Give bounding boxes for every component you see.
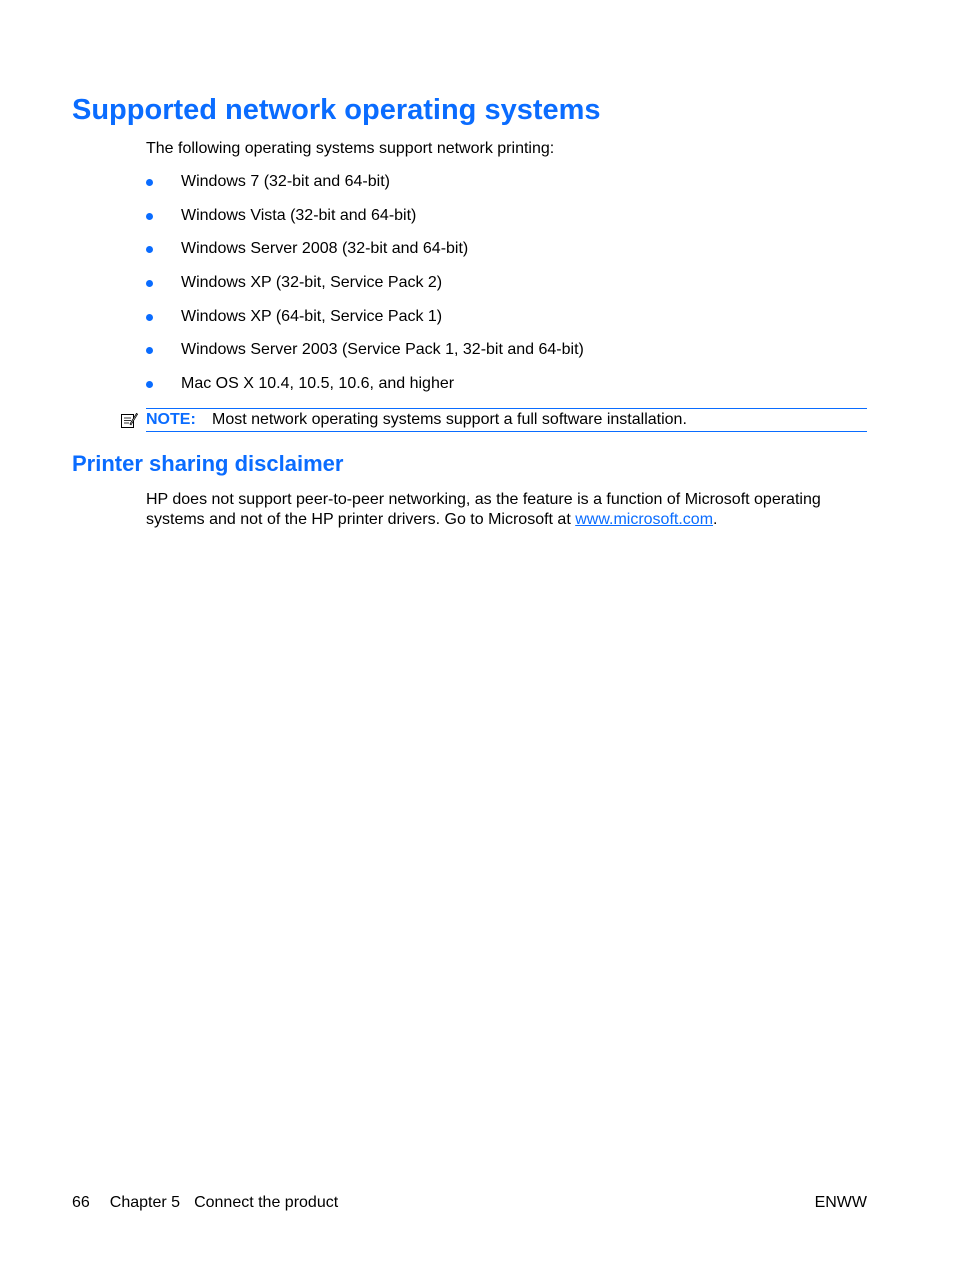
note-text: Most network operating systems support a full software installation.: [212, 411, 687, 428]
microsoft-link[interactable]: www.microsoft.com: [575, 511, 714, 528]
disclaimer-paragraph: [146, 490, 871, 530]
intro-text: The following operating systems support network printing:: [146, 140, 555, 157]
note-label: NOTE:: [146, 411, 196, 428]
footer-doc-code: ENWW: [814, 1194, 867, 1211]
footer-chapter: Chapter 5: [109, 1194, 181, 1211]
list-item-text: Mac OS X 10.4, 10.5, 10.6, and higher: [181, 375, 455, 393]
footer-chapter-title: Connect the product: [194, 1194, 339, 1211]
note-box: [146, 408, 867, 432]
footer-left: [72, 1193, 338, 1213]
section-title: Printer sharing disclaimer: [72, 451, 344, 476]
bullet-icon: [146, 314, 153, 321]
bullet-icon: [146, 213, 153, 220]
page-number: 66: [72, 1194, 90, 1211]
note-icon: [120, 411, 138, 429]
list-item-text: Windows Vista (32-bit and 64-bit): [181, 206, 417, 224]
page-title: Supported network operating systems: [72, 94, 601, 126]
bullet-icon: [146, 347, 153, 354]
bullet-icon: [146, 246, 153, 253]
bullet-icon: [146, 381, 153, 388]
list-item-text: Windows 7 (32-bit and 64-bit): [181, 173, 390, 190]
list-item-text: Windows Server 2003 (Service Pack 1, 32-bit and 64-bit): [181, 341, 584, 359]
bullet-icon: [146, 280, 153, 287]
list-item-text: Windows XP (32-bit, Service Pack 2): [181, 274, 443, 292]
disclaimer-end: .: [713, 511, 718, 528]
list-item-text: Windows XP (64-bit, Service Pack 1): [181, 307, 443, 325]
disclaimer-text: HP does not support peer-to-peer networking, as the feature is a function of Microsoft operating systems and not of the HP printer drivers. Go to Microsoft at: [146, 491, 821, 528]
bullet-icon: [146, 179, 153, 186]
list-item-text: Windows Server 2008 (32-bit and 64-bit): [181, 240, 469, 258]
